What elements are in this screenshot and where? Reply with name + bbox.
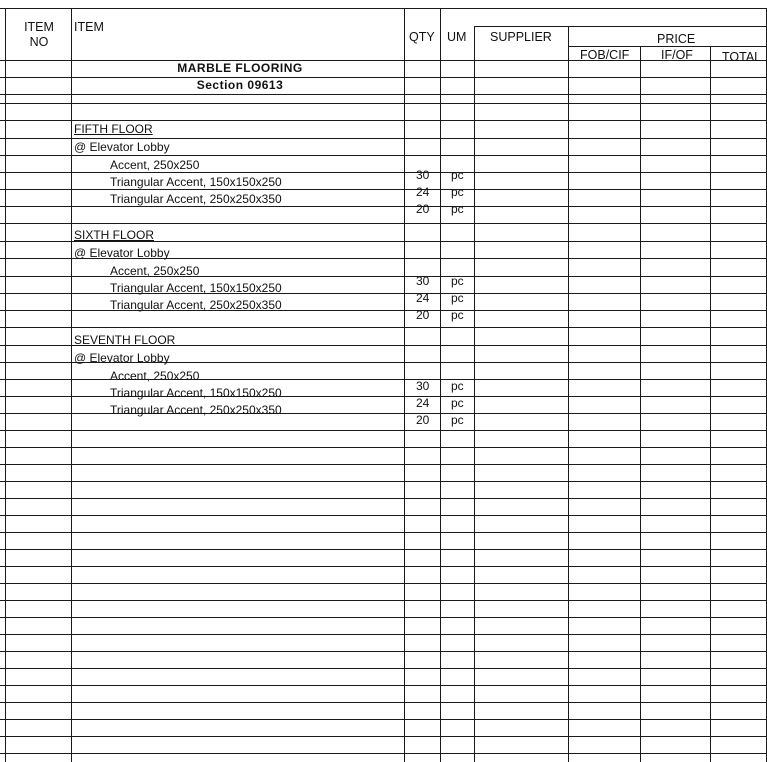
section-code: Section 09613 [196,78,284,92]
ruled-line [0,223,767,224]
header-if-of: IF/OF [661,48,693,62]
ruled-line [0,103,767,104]
um-value: pc [451,291,464,305]
ruled-line [0,172,767,173]
ruled-line [0,60,767,61]
ruled-line [0,685,767,686]
ruled-line [0,702,767,703]
ruled-line [0,155,767,156]
ruled-line [0,549,767,550]
ruled-line [0,430,767,431]
header-item: ITEM [74,20,104,34]
header-rule [474,26,767,27]
ruled-line [0,753,767,754]
column-divider [568,26,569,762]
um-value: pc [451,185,464,199]
header-qty: QTY [409,30,435,44]
header-price: PRICE [657,32,696,46]
ruled-line [0,532,767,533]
column-divider [710,46,711,762]
ruled-line [0,583,767,584]
qty-value: 20 [416,308,430,322]
item-description: Triangular Accent, 250x250x350 [110,403,282,417]
qty-value: 20 [416,413,430,427]
column-divider [5,8,6,762]
item-description: Accent, 250x250 [110,158,200,172]
um-value: pc [451,308,464,322]
header-um: UM [447,30,467,44]
ruled-line [0,498,767,499]
ruled-line [0,206,767,207]
um-value: pc [451,168,464,182]
ruled-line [0,77,767,78]
section-title: MARBLE FLOORING [177,61,303,75]
qty-value: 20 [416,202,430,216]
item-description: Accent, 250x250 [110,369,200,383]
um-value: pc [451,379,464,393]
ruled-line [0,120,767,121]
ruled-line [0,668,767,669]
item-description: Triangular Accent, 150x150x250 [110,386,282,400]
header-fob-cif: FOB/CIF [580,48,630,62]
floor-name: SIXTH FLOOR [74,228,155,242]
ruled-line [0,600,767,601]
column-divider [474,26,475,762]
header-total: TOTAL [722,50,762,64]
item-description: Triangular Accent, 250x250x350 [110,192,282,206]
location-label: @ Elevator Lobby [74,140,170,154]
price-subheader-rule [568,46,767,47]
ruled-line [0,566,767,567]
ruled-line [0,634,767,635]
qty-value: 24 [416,185,430,199]
column-divider [640,46,641,762]
qty-value: 24 [416,291,430,305]
column-divider [440,8,441,762]
item-description: Triangular Accent, 250x250x350 [110,298,282,312]
um-value: pc [451,396,464,410]
ruled-line [0,447,767,448]
ruled-line [0,617,767,618]
ruled-line [0,719,767,720]
ruled-line [0,651,767,652]
ruled-line [0,138,767,139]
ruled-line [0,464,767,465]
column-divider [404,8,405,762]
header-item-no: ITEM NO [24,20,54,49]
location-label: @ Elevator Lobby [74,246,170,260]
floor-name: SEVENTH FLOOR [74,333,176,347]
floor-name: FIFTH FLOOR [74,122,153,136]
ruled-line [0,515,767,516]
header-supplier: SUPPLIER [490,30,552,44]
ruled-line [0,736,767,737]
location-label: @ Elevator Lobby [74,351,170,365]
ruled-line [0,8,767,9]
um-value: pc [451,413,464,427]
item-description: Accent, 250x250 [110,264,200,278]
qty-value: 24 [416,396,430,410]
ruled-line [0,481,767,482]
item-description: Triangular Accent, 150x150x250 [110,281,282,295]
um-value: pc [451,274,464,288]
column-divider [71,8,72,762]
ruled-line [0,189,767,190]
item-description: Triangular Accent, 150x150x250 [110,175,282,189]
qty-value: 30 [416,168,430,182]
ruled-line [0,94,767,95]
um-value: pc [451,202,464,216]
qty-value: 30 [416,274,430,288]
ruled-line [0,327,767,328]
qty-value: 30 [416,379,430,393]
